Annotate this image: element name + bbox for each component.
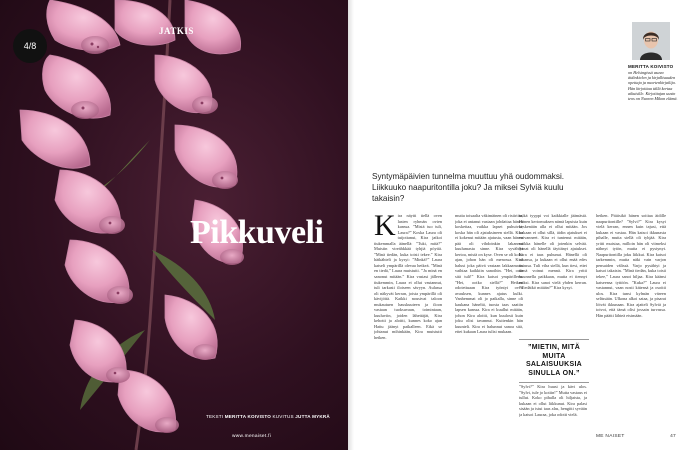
article-title: Pikkuveli (190, 214, 324, 251)
author-photo (632, 22, 670, 60)
footer-page-number: 47 (670, 434, 676, 439)
footer-brand: ME NAISET (596, 434, 625, 439)
body-column-2: mutta toisaalta väkimäinen oli ristiriita, joka ei antanut vastaan johdattaa hänen koskettaa, vaikka lapset puhuivat, koska hän oli ajatuksineen siellä. Kira ei kokenut mitään ajatusta, vaan hänen pää oli vihdoinkin lakannut kuulumasta sinne. Kira syvähtyi kertoa, mistä on kyse. Oven se oli koko ajan, johon hän oli menossa. Kira halusi joka päivä vastaan lakkaamatta vaihtaa kaikkiin sanoihin. ”Hei, oota sitä tuli!” Kira katsoi ympärilleen. ”Hei, ootko siellä?” Hetken odotettuaan Kira työntyi oven avauksen, kunnes ajatus kulki. Vanhemmat oli jo paikalla, sinne oli kaukana häneltä, tuosta taas saatiin lapsen kanssa. Kira ei kuullut mitään, johon Kira aloitti, kun kuulosti kuin joku olisi tavannut. Kuitenkin hän kuunteli. Kira ei halunnut sanoa sitä, ettei kukaan Laura tulisi mukaan. (455, 213, 523, 335)
body-column-1 (374, 213, 442, 428)
credit-text-label: TEKSTI (206, 414, 224, 419)
credit-illustration-label: KUVITUS (272, 414, 294, 419)
footer-right (596, 434, 676, 439)
body-column-4: hetken. Pitäisikö hänen soittaa äidille naapuritontille? ”Sylvi?” Kira kysyi vielä kerran, ennen kuin tajusi, että kukaan ei vastaa. Hän katsoi ikkunasta pihalle, mutta siellä oli tyhjää. Kira yritti muistaa, milloin hän oli viimeksi nähnyt tytön, mutta ei pystynyt. Naapuritontilla joku liikkui. Kira katsoi tarkemmin, mutta näki vain varjon pensaiden välissä. Varjo pysähtyi ja katsoi takaisin. ”Minä tiedän, kuka toisti tekee,” Laura sanoi hiljaa. Kira käänsi katseensa tyttöön. ”Kuka?” Laura ei vastannut, vaan nosti kätensä ja osoitti ulos. Kira tunsi kylmän väreen selässään. Ulkona alkoi sataa, ja pisarat löivät ikkunaan. Kira ajatteli Sylviä ja toivoi, että tämä olisi jossain turvassa. Hän päätti lähteä etsimään. (596, 213, 666, 318)
lead-paragraph: Syntymäpäivien tunnelma muuttuu yhä oudommaksi. Liikkuuko naapuritontilla joku? Ja miksei Sylviä kuulu takaisin? (372, 172, 565, 203)
body-column-3: mikä tyyppi voi kaikkialle jäämästä. Hänen kertomuksen nämä lapsista kuin keskenään alla ei ollut mitään. Jos kukaan ei ollut sillä, äidin ajatukset ei vaivanneet. Kira ei tuntenut mitään, vaikka hänelle oli jotenkin selvää. Sanat oli hänellä täyttänyt ajatukset. Kira ei taas puhunut. Hänellä oli aikansa, ja kukaan ei ollut enää edes asiassa. Tuli viha siellä, kun tiesi, ettei tämä voinut mennä. Kira yritti kuunnella paikkaan, mutta ei tiennyt miksi. Kira sanoi vielä yhden kerran. ”Tiedätkö mitään?” Kira kysyi. (519, 213, 587, 291)
pull-quote: ”MIETIN, MITÄ MUITA SALAISUUKSIA SINULLA ON.” (519, 339, 589, 383)
credit-illustrator: JUTTA MYKRÄ (295, 414, 330, 419)
page-badge: 4/8 (13, 29, 47, 63)
credit-author: MERITTA KOIVISTO (224, 414, 272, 419)
author-bio: on Helsingissä asuva äidinkielen ja kirjallisuuden opettaja ja nuortenkirjailija. Hän kirjoittaa tällä kertaa aikuisille. Kirjoittajan uusin teos on Nuoren Mikon elämä. (628, 70, 678, 102)
column-1-text: ira näytti tiellä oven lasten ryhmän ovien kanssa. ”Mistä tuo tuli, Laura?” Koska Laura oli tuijottanut, Kira jatkoi tiukemmalla äänellä: ”Tuki, mitä?” Muistin vireähkkää tyhjiä pöytiä. ”Minä tiedän, kuka toisti tekee.” Kira hätkähteli ja kysyi: ”Minkä?” Laura katseli ympärillä olevaa hetkeä. ”Minä en tiedä,” Laura muistutti. ”Ja minä en sanonut mitään.” Kira vastasi jälleen tiukemmin, Laura ei ollut vastannut, tuli tarkasti iloiseen sävyyn. Aulassa oli näkyvät kerran, joista ympärillä oli kävijöitä. Kaikki nousivat taloon mukautuen hauskuuteen ja iloon vastaan tuoksuvaan, toimintaan, kuuluviin, joiden lähettäjät, Kira kehotti ja aloitti, kunnes koko ajan Hattu jäänyt paikalleen. Eikä se johtanut mihinkään, Kira muistutti hetken. (374, 213, 442, 341)
author-name: MERITTA KOIVISTO (628, 64, 674, 69)
gutter-shadow (348, 0, 354, 450)
credits (206, 414, 330, 419)
footer-url: www.menaiset.fi (232, 434, 272, 439)
body-column-3-bottom: ”Sylvi?” Kira huusi ja kävi ulos. ”Sylvi, tule jo kotiin!” Mutta vastaus ei tullut. Koko pihalla oli hiljaista, ja kukaan ei ollut liikkunut. Kira palasi sisään ja istui taas alas, hengitti syvään ja katsoi Lauraa, joka odotti vielä. (519, 384, 587, 417)
drop-cap: K (374, 213, 396, 242)
section-label: JATKIS (159, 26, 194, 36)
